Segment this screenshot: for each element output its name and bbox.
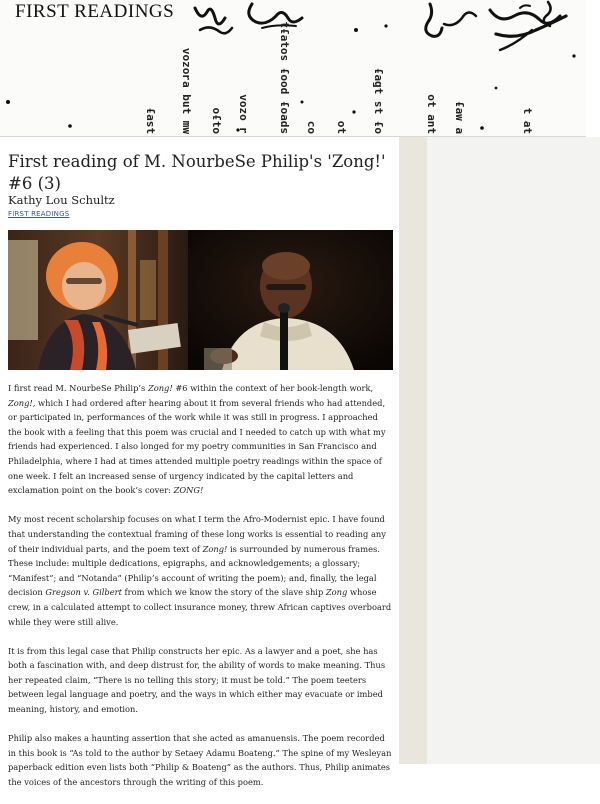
site-title[interactable]: FIRST READINGS — [15, 1, 175, 22]
svg-text:ɐ ʍɐɟ: ɐ ʍɐɟ — [452, 100, 465, 134]
sidebar-shade — [399, 137, 427, 764]
text-run: It is from this legal case that Philip constructs her epic. As a lawyer and a poet, she has both a fascination with, and deep distrust for, the ability of words to make meaning. Thus her repeated claim, “There is no telling this story; it must be told.” The poem teeters between legal language and poetry, and the ways in which either may evacuate or imbed meaning, history, and emotion. — [8, 645, 386, 715]
text-run: is surrounded by numerous frames. These include: multiple dedications, epigraphs, and acknowledgements; a glossary; “Manifest”; and “Notanda” (Philip’s account of writing the poem); and, finally, the legal decision — [8, 543, 380, 598]
italic-title: Zong! — [147, 383, 173, 393]
text-run: from which we know the story of the slave ship — [121, 587, 326, 598]
italic-title: Zong! — [202, 543, 228, 554]
site-header-banner[interactable] — [0, 0, 586, 137]
post-paragraph — [8, 381, 394, 498]
svg-text:ʇɐ ʇ: ʇɐ ʇ — [520, 107, 533, 134]
text-run: whose crew, in a calculated attempt to collect insurance money, threw African captives overboard while they were still alive. — [8, 587, 392, 627]
right-sidebar — [399, 137, 600, 764]
post-paragraph — [8, 512, 394, 629]
text-run: Philip also makes a haunting assertion that she acted as amanuensis. The poem recorded in this book is “As told to the author by Setaey Adamu Boateng.” The spine of my Wesleyan paperback edition even lists both “Philip & Boateng” as the authors. Thus, Philip animates the voices of the ancestors through the writing of this poem. — [8, 733, 392, 788]
text-run: My most recent scholarship focuses on what I term the Afro-Modernist epic. I have found that understanding the contextual framing of these long works is essential to reading any of their individual parts, and the poem text of — [8, 514, 386, 554]
post-category-link[interactable]: FIRST READINGS — [8, 210, 70, 218]
svg-text:oɔ: oɔ — [304, 120, 317, 134]
text-run: which I had ordered after hearing about it from several friends who had attended, or participated in, performances of the work while it was still in progress. I approached the book with a feeling that this poem was crucial and I needed to catch up with what my friends had experienced. I also longed for my poetry communities in San Francisco and Philadelphia, where I had at times attended multiple poetry readings within the space of one week. I felt an increased sense of urgency indicated by the capital letters and exclamation point on the book’s cover: — [8, 397, 386, 496]
italic-title: ZONG! — [173, 485, 204, 496]
text-run: I first read M. NourbeSe Philip’s — [8, 383, 148, 393]
italic-title: Gregson v. Gilbert — [45, 587, 122, 598]
post-photo — [8, 230, 393, 370]
svg-text:ʍɯ ʇnq ɐɹozoʌ: ʍɯ ʇnq ɐɹozoʌ — [179, 47, 192, 134]
italic-title: Zong!, — [8, 397, 36, 408]
text-run: #6 within the context of her book-length work, — [172, 383, 374, 393]
post-title[interactable]: First reading of M. NourbeSe Philip's 'Zong!' #6 (3) — [8, 152, 386, 193]
post-content — [0, 137, 399, 788]
post-paragraph — [8, 644, 394, 717]
svg-text:spɐoɟ pooɟ soʇɐɟʇ: spɐoɟ pooɟ soʇɐɟʇ — [277, 21, 290, 134]
svg-text:ʇo: ʇo — [334, 120, 347, 134]
svg-text:oʇɟo: oʇɟo — [209, 107, 222, 134]
svg-text:oɟ ʇs ʇƃɐɟ: oɟ ʇs ʇƃɐɟ — [371, 67, 384, 134]
svg-text:ʇsɐɟ: ʇsɐɟ — [143, 107, 156, 134]
svg-text:ɹ ozoʌ: ɹ ozoʌ — [236, 94, 249, 134]
svg-text:ʇuɐ ʇo: ʇuɐ ʇo — [424, 94, 437, 134]
post-body — [8, 381, 394, 804]
italic-title: Zong — [325, 587, 348, 598]
readers-photo-image — [8, 230, 393, 370]
post-paragraph — [8, 731, 394, 789]
post-author: Kathy Lou Schultz — [8, 193, 115, 207]
